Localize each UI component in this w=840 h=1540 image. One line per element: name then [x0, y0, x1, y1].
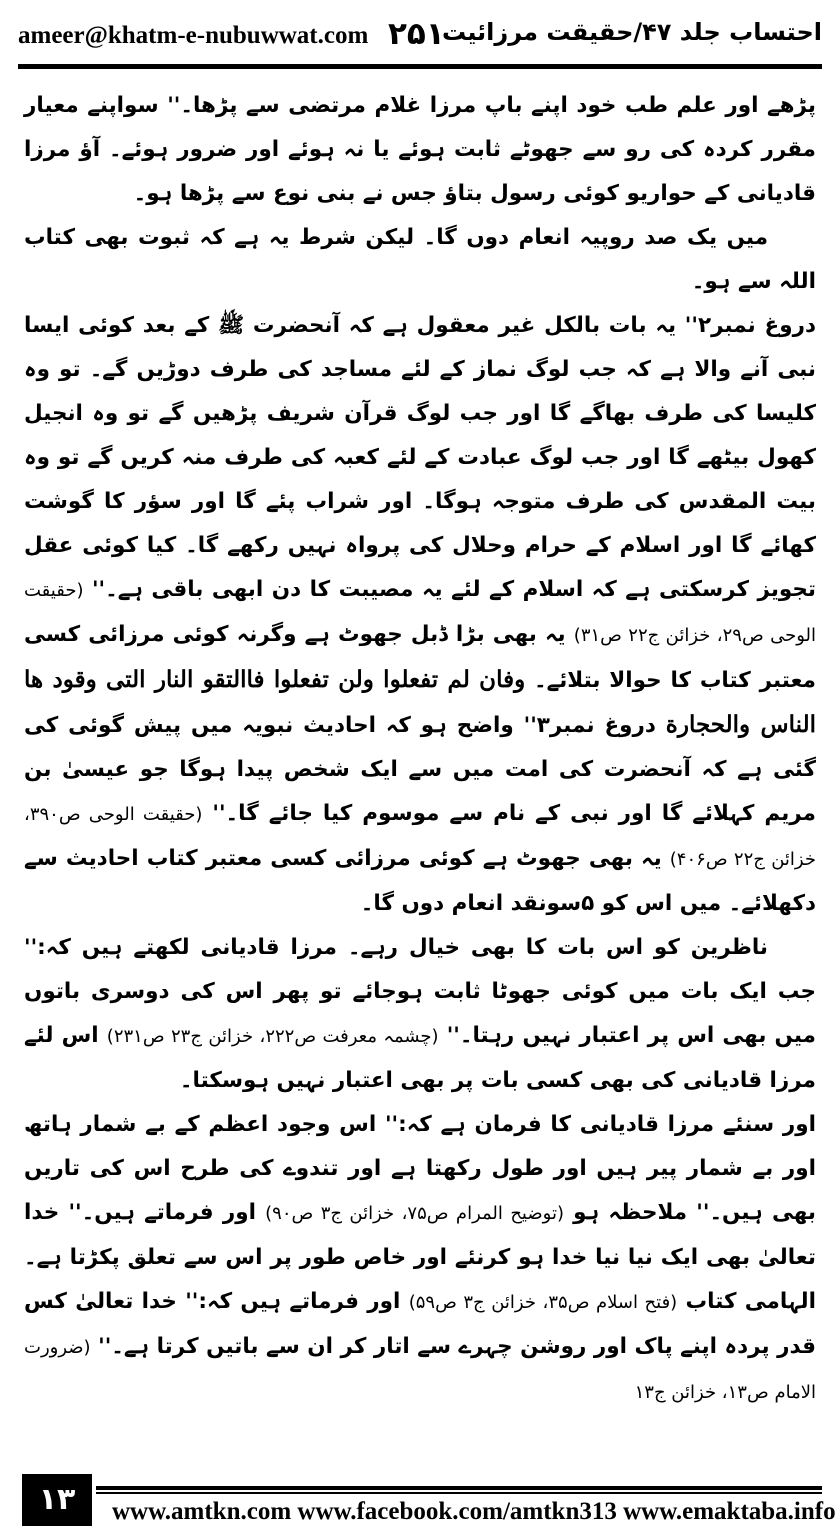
paragraph-4-text: ناظرین کو اس بات کا بھی خیال رہے۔ مرزا قادیانی لکھتے ہیں کہ:'' جب ایک بات میں کوئی جھوٹا ثابت ہوجائے تو پھر اس کی دوسری باتوں میں بھی اس پر اعتبار نہیں رہتا۔'' [24, 935, 816, 1048]
paragraph-5-c: اور فرماتے ہیں کہ:'' خدا تعالیٰ کس قدر پردہ اپنے پاک اور روشن چہرے سے اتار کر ان سے باتیں کرتا ہے۔'' [24, 1289, 816, 1359]
reference-6: (ضرورت الامام ص۱۳، خزائن ج۱۳ [24, 1337, 816, 1403]
header-email[interactable]: ameer@khatm-e-nubuwwat.com [18, 22, 369, 49]
reference-3: (چشمہ معرفت ص۲۲۲، خزائن ج۲۳ ص۲۳۱) [106, 1026, 439, 1047]
footer-page-number: ۱۳ [22, 1474, 92, 1526]
header-rule [18, 64, 822, 69]
page-header [18, 12, 822, 60]
footer-rule-thin [96, 1492, 822, 1494]
quran-verse: وفان لم تفعلوا ولن تفعلوا فاالتقو النار التی وقود ھا الناس والحجارة [24, 666, 816, 738]
paragraph-5-text: اور سنئے مرزا قادیانی کا فرمان ہے کہ:'' اس وجود اعظم کے بے شمار ہاتھ اور بے شمار پیر ہیں اور طول رکھتا ہے اور تندوے کی طرح اس کی تاریں بھی ہیں۔'' ملاحظہ ہو [24, 1112, 816, 1225]
paragraph-3-text: دروغ نمبر۲'' یہ بات بالکل غیر معقول ہے کہ آنحضرت ﷺ کے بعد کوئی ایسا نبی آنے والا ہے کہ جب لوگ نماز کے لئے مساجد کی طرف دوڑیں گے۔ تو وہ کلیسا کی طرف بھاگے گا اور جب لوگ قرآن شریف پڑھیں گے تو وہ انجیل کھول بیٹھے گا اور جب لوگ عبادت کے لئے کعبہ کی طرف منہ کریں گے تو وہ بیت المقدس کی طرف متوجہ ہوگا۔ اور شراب پئے گا اور سؤر کا گوشت کھائے گا اور اسلام کے حرام وحلال کی پرواہ نہیں رکھے گا۔ کیا کوئی عقل تجویز کرسکتی ہے کہ اسلام کے لئے یہ مصیبت کا دن ابھی باقی ہے۔'' [24, 313, 816, 602]
footer-rule-thick [96, 1486, 822, 1490]
paragraph-3-tail-a: یہ بھی بڑا ڈبل جھوٹ ہے وگرنہ کوئی مرزائی کسی معتبر کتاب کا حوالا بتلائے۔ [24, 622, 816, 693]
footer-links[interactable]: www.amtkn.com www.facebook.com/amtkn313 www.emaktaba.info [112, 1498, 836, 1525]
reference-4: (توضیح المرام ص۷۵، خزائن ج۳ ص۹۰) [265, 1203, 564, 1224]
paragraph-2: میں یک صد روپیہ انعام دوں گا۔ لیکن شرط یہ ہے کہ ثبوت بھی کتاب اللہ سے ہو۔ [24, 225, 816, 294]
paragraph-3-tail-b: دروغ نمبر۳'' واضح ہو کہ احادیث نبویہ میں پیش گوئی کی گئی ہے کہ آنحضرت کی امت میں سے ایک شخص پیدا ہوگا جو عیسیٰ بن مریم کہلائے گا اور نبی کے نام سے موسوم کیا جائے گا۔'' [24, 713, 816, 826]
body-text [24, 84, 816, 1415]
reference-5: (فتح اسلام ص۳۵، خزائن ج۳ ص۵۹) [408, 1292, 678, 1313]
header-page-number: ۲۵۱ [388, 16, 445, 52]
paragraph-3-tail-c: یہ بھی جھوٹ ہے کوئی مرزائی کسی معتبر کتاب احادیث سے دکھلائے۔ میں اس کو ۵سونقد انعام دوں گا۔ [24, 846, 816, 916]
paragraph-5 [24, 1103, 816, 1415]
paragraph-4 [24, 926, 816, 1103]
reference-2: (حقیقت الوحی ص۳۹۰، خزائن ج۲۲ ص۴۰۶) [24, 804, 816, 870]
paragraph-3 [24, 304, 816, 926]
paragraph-1: پڑھے اور علم طب خود اپنے باپ مرزا غلام مرتضی سے پڑھا۔'' سواپنے معیار مقرر کردہ کی رو سے جھوٹے ثابت ہوئے یا نہ ہوئے اور ضرور ہوئے۔ آؤ مرزا قادیانی کے حواریو کوئی رسول بتاؤ جس نے بنی نوع سے پڑھا ہو۔ [24, 93, 816, 206]
paragraph-5-b: اور فرماتے ہیں۔'' خدا تعالیٰ بھی ایک نیا نیا خدا ہو کرنئے اور خاص طور پر اس سے تعلق پکڑتا ہے۔ الہامی کتاب [24, 1200, 816, 1314]
reference-1: (حقیقت الوحی ص۲۹، خزائن ج۲۲ ص۳۱) [24, 580, 816, 646]
header-book-title: احتساب جلد ۴۷/حقیقت مرزائیت [441, 18, 822, 46]
paragraph-4-tail: اس لئے مرزا قادیانی کی بھی کسی بات پر بھی اعتبار نہیں ہوسکتا۔ [24, 1023, 816, 1093]
